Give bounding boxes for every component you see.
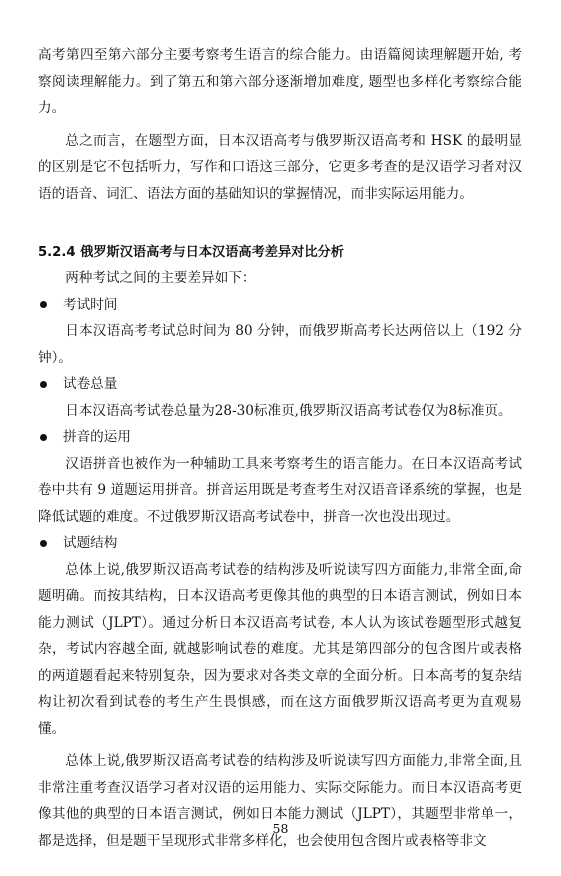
bullet-label: 试题结构 xyxy=(63,535,118,551)
bullet-paragraph: 汉语拼音也被作为一种辅助工具来考察考生的语言能力。在日本汉语高考试卷中共有 9 道题运用拼音。拼音运用既是考查考生对汉语音译系统的掌握，也是降低试题的难度。不过俄罗斯汉语高考试卷中，拼音一次也没出现过。 xyxy=(38,455,522,525)
page-body xyxy=(38,42,522,854)
bullet-item-paper-volume xyxy=(38,371,522,398)
body-paragraph-2: 总之而言，在题型方面，日本汉语高考与俄罗斯汉语高考和 HSK 的最明显的区别是它不包括听力，写作和口语这三部分，它更多考查的是汉语学习者对汉语的语音、词汇、语法方面的基础知识的掌握情况，而非实际运用能力。 xyxy=(38,132,522,202)
bullet-paragraph: 总体上说,俄罗斯汉语高考试卷的结构涉及听说读写四方面能力,非常全面,且非常注重考查汉语学习者对汉语的运用能力、实际交际能力。而日本汉语高考更像其他的典型的日本语言测试，例如日本能力测试（JLPT），其题型非常单一，都是选择，但是题干呈现形式非常多样化，也会使用包含图片或表格等非文 xyxy=(38,753,522,849)
bullet-label: 考试时间 xyxy=(63,296,118,313)
bullet-paragraph: 日本汉语高考考试总时间为 80 分钟，而俄罗斯高考长达两倍以上（192 分钟）。 xyxy=(38,323,522,366)
body-paragraph-1: 高考第四至第六部分主要考察考生语言的综合能力。由语篇阅读理解题开始, 考察阅读理解能力。到了第五和第六部分逐渐增加难度, 题型也多样化考察综合能力。 xyxy=(38,47,522,116)
page-number: 58 xyxy=(272,821,289,836)
bullet-dot-icon xyxy=(40,301,47,308)
bullet-item-pinyin-use xyxy=(38,424,522,451)
bullet-label: 试卷总量 xyxy=(63,376,118,392)
bullet-dot-icon xyxy=(40,381,47,388)
bullet-paragraph: 日本汉语高考试卷总量为28-30标准页,俄罗斯汉语高考试卷仅为8标准页。 xyxy=(65,402,512,419)
bullet-item-question-structure xyxy=(38,530,522,557)
bullet-dot-icon xyxy=(40,540,47,547)
section-heading: 5.2.4 俄罗斯汉语高考与日本汉语高考差异对比分析 xyxy=(38,245,344,260)
bullet-label: 拼音的运用 xyxy=(63,429,131,445)
bullet-paragraph: 总体上说,俄罗斯汉语高考试卷的结构涉及听说读写四方面能力,非常全面,命题明确。而按其结构，日本汉语高考更像其他的典型的日本语言测试，例如日本能力测试（JLPT）。通过分析日本汉语高考试卷, 本人认为该试卷题型形式越复杂，考试内容越全面, 就越影响试卷的难度。尤其是第四部分的包含图片或表格的两道题看起来特别复杂，因为要求对各类文章的全面分析。日本高考的复杂结构让初次看到试卷的考生产生畏惧感，而在这方面俄罗斯汉语高考更为直观易懂。 xyxy=(38,561,522,737)
section-intro: 两种考试之间的主要差异如下： xyxy=(65,270,256,286)
bullet-dot-icon xyxy=(40,434,47,441)
bullet-item-exam-time xyxy=(38,292,522,319)
